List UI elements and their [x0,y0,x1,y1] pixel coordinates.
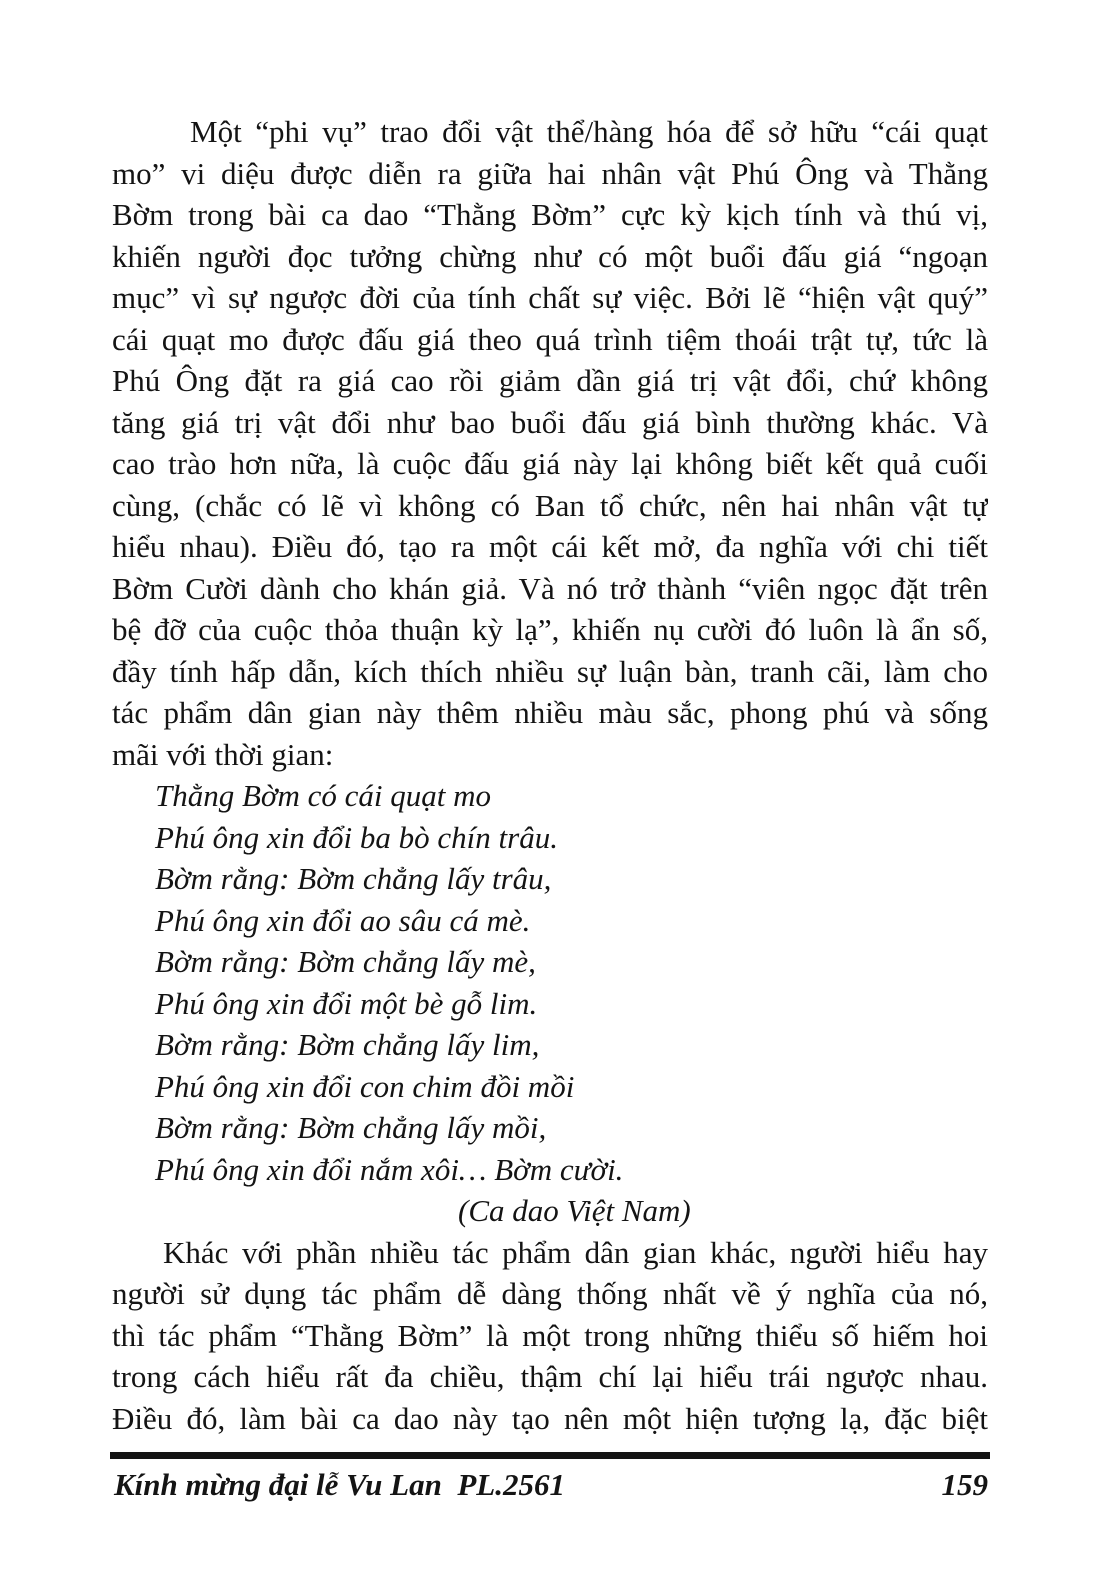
paragraph-line: người sử dụng tác phẩm dễ dàng thống nhất về ý nghĩa của nó, [112,1276,988,1311]
paragraph-line: trong cách hiểu rất đa chiều, thậm chí lại hiểu trái ngược nhau. [112,1359,988,1394]
paragraph-line: mục” vì sự ngược đời của tính chất sự việc. Bởi lẽ “hiện vật quý” [112,280,988,315]
poem-line: Phú ông xin đổi con chim đồi mồi [155,1068,575,1104]
paragraph-line: khiến người đọc tưởng chừng như có một buổi đấu giá “ngoạn [112,238,988,274]
paragraph-line: Khác với phần nhiều tác phẩm dân gian khác, người hiểu hay [163,1234,988,1270]
paragraph-line: cùng, (chắc có lẽ vì không có Ban tổ chức, nên hai nhân vật tự [112,487,988,523]
poem-line: Bờm rằng: Bờm chẳng lấy mè, [155,944,536,979]
paragraph-line: mo” vi diệu được diễn ra giữa hai nhân vật Phú Ông và Thằng [112,155,988,191]
paragraph-line: Bờm Cười dành cho khán giả. Và nó trở thành “viên ngọc đặt trên [112,570,988,606]
paragraph-line: bệ đỡ của cuộc thỏa thuận kỳ lạ”, khiến nụ cười đó luôn là ẩn số, [112,612,988,647]
paragraph-line: cái quạt mo được đấu giá theo quá trình tiệm thoái trật tự, tức là [112,321,988,357]
page-footer [114,1464,988,1506]
poem-line: Bờm rằng: Bờm chẳng lấy mồi, [155,1110,547,1145]
poem-attribution: (Ca dao Việt Nam) [458,1193,691,1228]
paragraph-line: Một “phi vụ” trao đổi vật thể/hàng hóa để sở hữu “cái quạt [190,114,988,149]
paragraph-line: tác phẩm dân gian này thêm nhiều màu sắc, phong phú và sống [112,695,988,730]
paragraph-line: cao trào hơn nữa, là cuộc đấu giá này lại không biết kết quả cuối [112,446,988,481]
paragraph-line: Điều đó, làm bài ca dao này tạo nên một hiện tượng lạ, đặc biệt [112,1400,988,1436]
paragraph-line: mãi với thời gian: [112,736,334,772]
paragraph-line: Phú Ông đặt ra giá cao rồi giảm dần giá trị vật đổi, chứ không [112,363,988,398]
paragraph-line: Bờm trong bài ca dao “Thằng Bờm” cực kỳ kịch tính và thú vị, [112,197,988,232]
text-block [112,111,988,1439]
poem-line: Phú ông xin đổi ba bò chín trâu. [155,819,558,855]
poem-line: Thằng Bờm có cái quạt mo [155,778,491,813]
footer-divider-rule [110,1452,990,1459]
paragraph-line: thì tác phẩm “Thằng Bờm” là một trong những thiểu số hiếm hoi [112,1317,988,1353]
paragraph-line: tăng giá trị vật đổi như bao buổi đấu giá bình thường khác. Và [112,404,988,440]
poem-line: Phú ông xin đổi ao sâu cá mè. [155,902,531,938]
poem-line: Phú ông xin đổi một bè gỗ lim. [155,985,538,1021]
paragraph-line: đầy tính hấp dẫn, kích thích nhiều sự luận bàn, tranh cãi, làm cho [112,653,988,689]
footer-title: Kính mừng đại lễ Vu Lan PL.2561 [114,1467,565,1502]
poem-line: Bờm rằng: Bờm chẳng lấy trâu, [155,861,552,896]
page-number: 159 [941,1467,988,1502]
paragraph-line: hiểu nhau). Điều đó, tạo ra một cái kết mở, đa nghĩa với chi tiết [112,529,988,564]
poem-line: Phú ông xin đổi nắm xôi… Bờm cười. [155,1151,624,1187]
poem-line: Bờm rằng: Bờm chẳng lấy lim, [155,1027,540,1062]
